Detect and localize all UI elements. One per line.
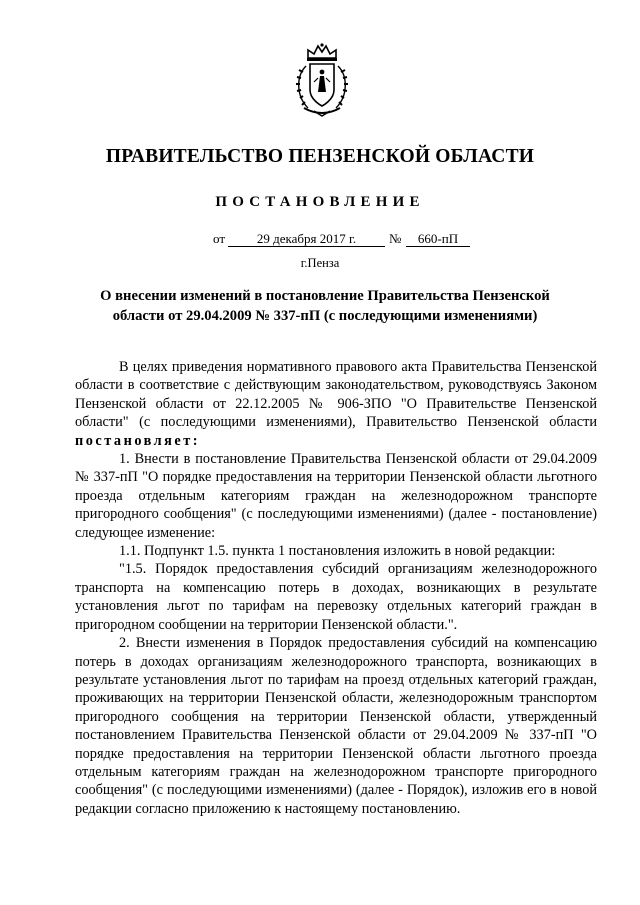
document-type: ПОСТАНОВЛЕНИЕ xyxy=(215,194,425,210)
paragraph-2: 2. Внести изменения в Порядок предоставления субсидий на компенсацию потерь в доходах организациям железнодорожного транспорта, возникающих в результате установления льгот по тарифам на проезд отдельных категорий граждан, проживающих на территории Пензенской области, железнодорожным транспортом пригородного сообщения на территории Пензенской области, утвержденный постановлением Правительства Пензенской области от 29.04.2009 № 337-пП "О порядке предоставления на территории Пензенской области льготного проезда отдельным категориям граждан на железнодорожном транспорте пригородного сообщения" (с последующими изменениями) (далее - Порядок), изложив его в новой редакции согласно приложению к настоящему постановлению. xyxy=(75,635,597,817)
preamble-text: В целях приведения нормативного правового акта Правительства Пензенской области в соответствие с действующим законодательством, руководствуясь Законом Пензенской области от 22.12.2005 № 906-ЗПО "О Правительстве Пензенской области" (с последующими изменениями), Правительство Пензенской области xyxy=(75,359,597,431)
paragraph-preamble xyxy=(75,358,597,450)
number-prefix: № xyxy=(389,231,402,246)
subject-line-1: О внесении изменений в постановление Правительства Пензенской xyxy=(100,288,550,304)
date-prefix: от xyxy=(213,231,226,246)
document-number: 660-пП xyxy=(406,231,470,247)
paragraph-1-5: "1.5. Порядок предоставления субсидий организациям железнодорожного транспорта на компенсацию потерь в доходах, возникающих в результате установления льгот по тарифам на перевозку отдельных категорий граждан в пригородном сообщении на территории Пензенской области.". xyxy=(75,561,597,633)
city: г.Пенза xyxy=(300,256,340,270)
document-body xyxy=(75,358,597,818)
document-subject xyxy=(90,286,560,326)
coat-of-arms-icon xyxy=(294,42,350,118)
paragraph-1-1: 1.1. Подпункт 1.5. пункта 1 постановления изложить в новой редакции: xyxy=(119,543,556,560)
decree-word: постановляет: xyxy=(75,432,201,449)
organization-name: ПРАВИТЕЛЬСТВО ПЕНЗЕНСКОЙ ОБЛАСТИ xyxy=(105,146,535,167)
document-date: 29 декабря 2017 г. xyxy=(228,231,385,247)
paragraph-1: 1. Внести в постановление Правительства Пензенской области от 29.04.2009 № 337-пП "О порядке предоставления на территории Пензенской области льготного проезда отдельным категориям граждан на железнодорожном транспорте пригородного сообщения" (с последующими изменениями) (далее - постановление) следующее изменение: xyxy=(75,451,597,541)
subject-line-2: области от 29.04.2009 № 337-пП (с последующими изменениями) xyxy=(112,308,538,324)
date-number-line xyxy=(213,231,473,249)
